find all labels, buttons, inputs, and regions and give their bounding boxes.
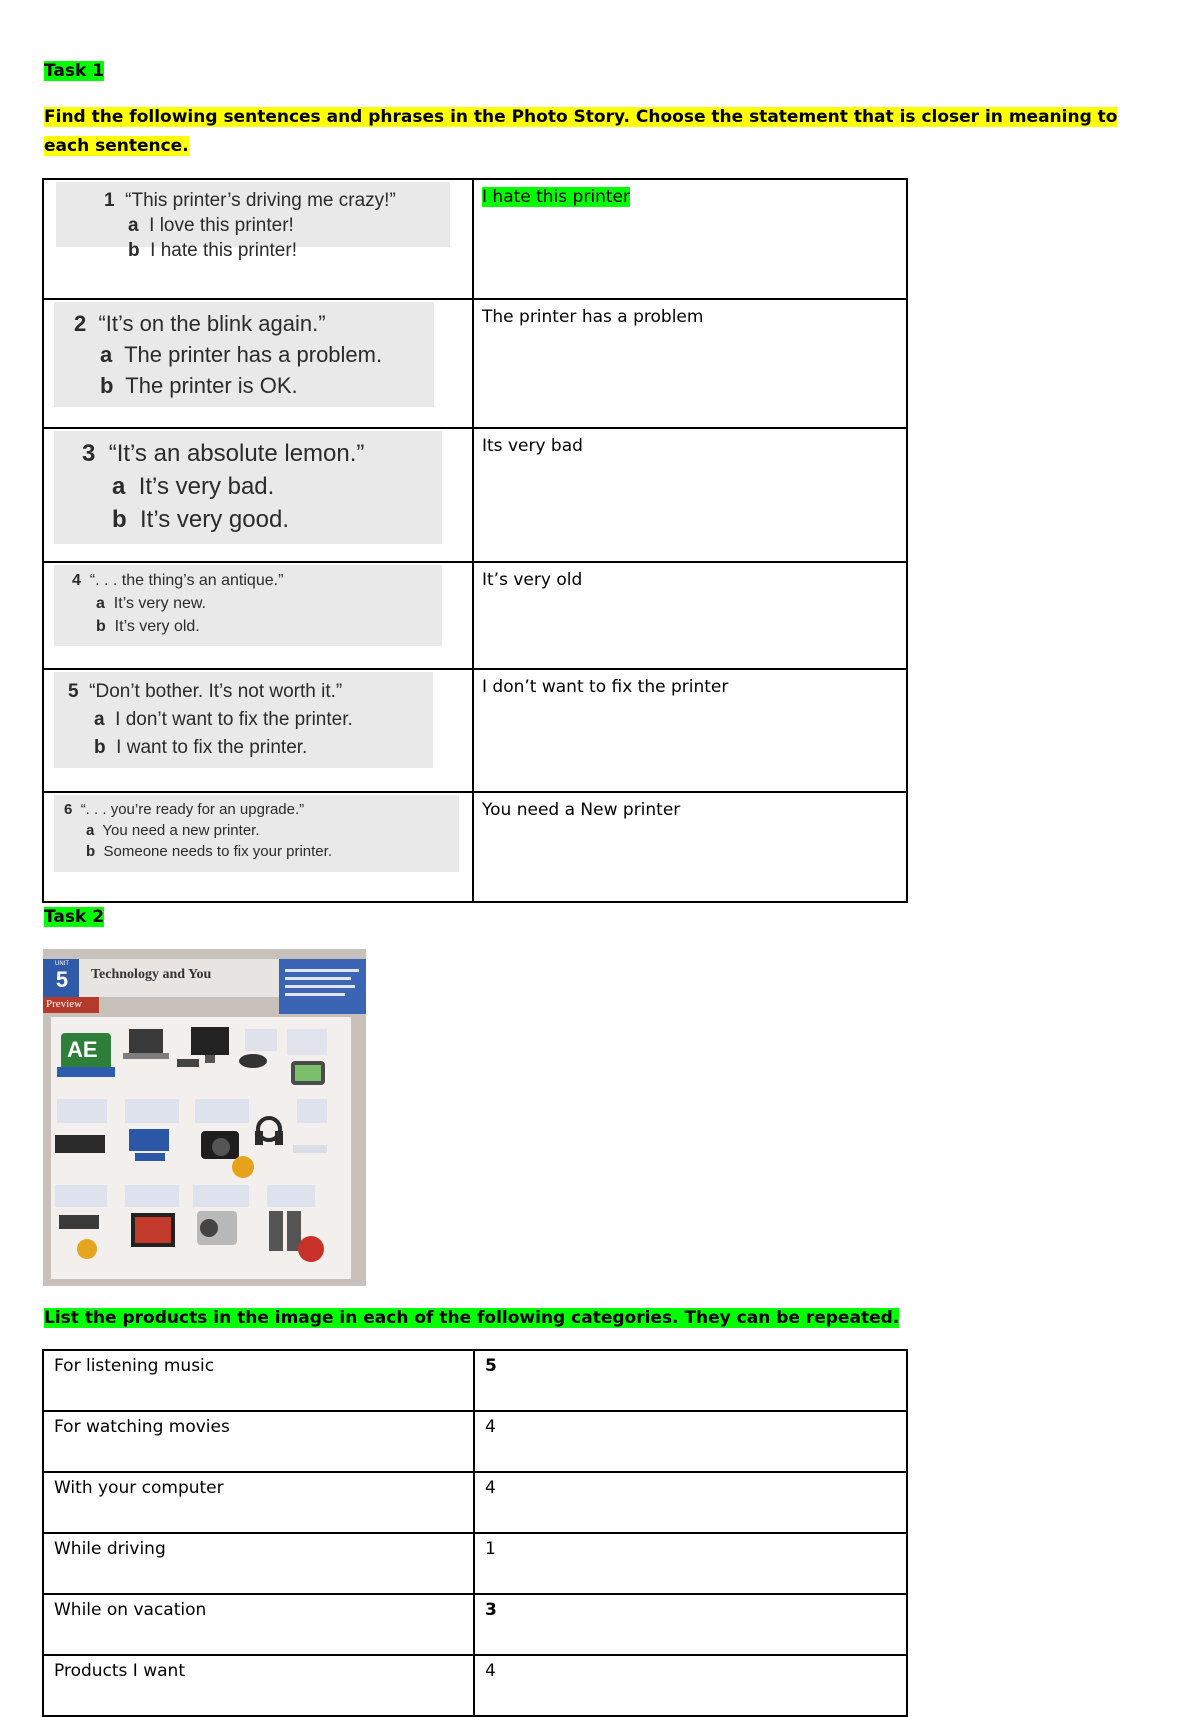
answer-cell: I hate this printer <box>473 179 907 299</box>
question-cell <box>43 428 473 562</box>
question-image: 3 “It’s an absolute lemon.” a It’s very bad. b It’s very good. <box>54 431 442 544</box>
question-cell <box>43 669 473 792</box>
category-cell: For watching movies <box>43 1411 474 1472</box>
category-cell: With your computer <box>43 1472 474 1533</box>
table-row <box>43 669 907 792</box>
table-row <box>43 562 907 669</box>
preview-page-illustration <box>43 949 366 1286</box>
task1-title: Task 1 <box>44 61 105 81</box>
question-cell <box>43 562 473 669</box>
answer-cell: The printer has a problem <box>473 299 907 428</box>
task2-title: Task 2 <box>44 907 105 927</box>
table-row <box>43 179 907 299</box>
task2-table <box>42 1349 908 1717</box>
unit-badge: UNIT 5 <box>55 961 69 992</box>
category-cell: For listening music <box>43 1350 474 1411</box>
category-cell: Products I want <box>43 1655 474 1716</box>
answer-cell: 4 <box>474 1411 907 1472</box>
answer-cell: I don’t want to fix the printer <box>473 669 907 792</box>
technology-preview-image <box>43 949 366 1286</box>
table-row <box>43 428 907 562</box>
table-row <box>43 1533 907 1594</box>
answer-cell: It’s very old <box>473 562 907 669</box>
answer-cell: 3 <box>474 1594 907 1655</box>
answer-cell: You need a New printer <box>473 792 907 902</box>
category-cell: While driving <box>43 1533 474 1594</box>
answer-cell: 5 <box>474 1350 907 1411</box>
question-image: 1 “This printer’s driving me crazy!” a I love this printer! b I hate this printer! <box>56 182 450 247</box>
ae-logo: AE <box>67 1037 98 1062</box>
answer-cell: 4 <box>474 1655 907 1716</box>
question-cell <box>43 792 473 902</box>
table-row <box>43 1350 907 1411</box>
task2-instructions: List the products in the image in each of the following categories. They can be repeated. <box>44 1308 900 1328</box>
table-row <box>43 1472 907 1533</box>
table-row <box>43 1655 907 1716</box>
question-image: 5 “Don’t bother. It’s not worth it.” a I don’t want to fix the printer. b I want to fix the printer. <box>54 672 433 768</box>
question-cell <box>43 179 473 299</box>
question-cell <box>43 299 473 428</box>
table-row <box>43 1594 907 1655</box>
table-row <box>43 299 907 428</box>
answer-cell: Its very bad <box>473 428 907 562</box>
question-image: 2 “It’s on the blink again.” a The printer has a problem. b The printer is OK. <box>54 302 434 407</box>
answer-cell: 4 <box>474 1472 907 1533</box>
table-row <box>43 1411 907 1472</box>
question-image: 6 “. . . you’re ready for an upgrade.” a You need a new printer. b Someone needs to fix your printer. <box>54 795 459 872</box>
question-image: 4 “. . . the thing’s an antique.” a It’s very new. b It’s very old. <box>54 565 442 646</box>
table-row <box>43 792 907 902</box>
answer-cell: 1 <box>474 1533 907 1594</box>
task1-table <box>42 178 908 903</box>
preview-label: Preview <box>46 998 83 1010</box>
task1-instructions: Find the following sentences and phrases in the Photo Story. Choose the statement that is closer in meaning to each sentence. <box>44 107 1118 156</box>
category-cell: While on vacation <box>43 1594 474 1655</box>
preview-heading: Technology and You <box>91 967 212 982</box>
